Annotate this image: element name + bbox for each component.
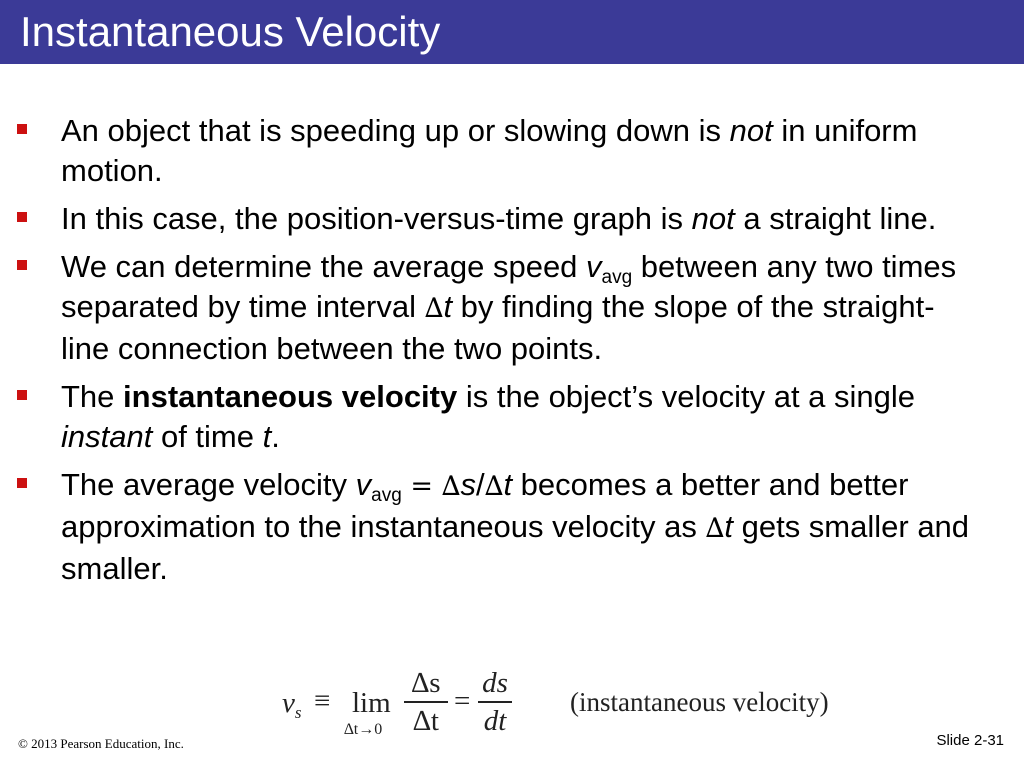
equals-symbol: = xyxy=(454,685,471,717)
equiv-symbol: ≡ xyxy=(314,685,331,717)
slide-title: Instantaneous Velocity xyxy=(20,8,441,55)
square-bullet-icon xyxy=(17,124,27,134)
fraction-derivative xyxy=(478,667,512,737)
bullet-text: between any two times separated by time interval xyxy=(61,249,957,324)
variable-v: v xyxy=(282,687,295,719)
subscript: avg xyxy=(601,267,633,288)
bold-term: instantaneous velocity xyxy=(123,379,458,414)
bullet-text: by finding the slope of the straight-line connection between the two points. xyxy=(61,289,935,366)
variable-v: v xyxy=(355,467,372,502)
equation-lhs xyxy=(282,687,302,720)
slash-symbol: / xyxy=(475,467,485,502)
variable-v: v xyxy=(586,249,602,284)
italic-text: not xyxy=(691,201,735,236)
bullet-text: The xyxy=(61,379,124,414)
limit-operator: lim xyxy=(352,687,391,719)
numerator: ds xyxy=(482,667,508,699)
numerator: ∆s xyxy=(411,667,441,699)
italic-text: instant xyxy=(61,419,153,454)
delta-symbol: ∆ xyxy=(484,471,504,502)
bullet-text: in uniform motion. xyxy=(61,113,918,188)
bullet-text: An object that is speeding up or slowing down is xyxy=(61,113,730,148)
bullet-text: In this case, the position-versus-time graph is xyxy=(61,201,692,236)
bullet-list xyxy=(0,111,1024,597)
fraction-bar xyxy=(404,701,448,703)
bullet-text: gets smaller and smaller. xyxy=(61,509,970,586)
title-bar xyxy=(0,0,1024,64)
variable-s: s xyxy=(460,467,476,502)
equation-label: (instantaneous velocity) xyxy=(570,687,829,717)
bullet-item xyxy=(0,247,981,369)
fraction-delta xyxy=(404,667,448,737)
bullet-text: The average velocity xyxy=(61,467,356,502)
denominator: dt xyxy=(483,705,507,737)
equals-symbol: = xyxy=(401,471,442,502)
bullet-text: a straight line. xyxy=(734,201,937,236)
fraction-bar xyxy=(478,701,512,703)
square-bullet-icon xyxy=(17,390,27,400)
square-bullet-icon xyxy=(17,260,27,270)
bullet-text: of time xyxy=(152,419,263,454)
variable-t: t xyxy=(503,467,513,502)
bullet-item xyxy=(0,377,981,457)
variable-t: t xyxy=(443,289,453,324)
bullet-text: . xyxy=(271,419,280,454)
slide-number: Slide 2-31 xyxy=(936,732,1004,749)
square-bullet-icon xyxy=(17,212,27,222)
bullet-text: We can determine the average speed xyxy=(61,249,587,284)
square-bullet-icon xyxy=(17,478,27,488)
limit-subscript: ∆t→0 xyxy=(344,721,383,738)
delta-symbol: ∆ xyxy=(424,293,444,324)
denominator: ∆t xyxy=(413,705,439,737)
bullet-text: is the object’s velocity at a single xyxy=(457,379,916,414)
delta-symbol: ∆ xyxy=(705,513,725,544)
variable-t: t xyxy=(724,509,733,544)
bullet-text: becomes a better and better approximation to the instantaneous velocity as xyxy=(61,467,909,544)
subscript: avg xyxy=(371,485,402,506)
bullet-item xyxy=(0,199,981,239)
variable-t: t xyxy=(262,419,272,454)
bullet-item xyxy=(0,111,981,191)
italic-text: not xyxy=(729,113,773,148)
copyright-text: © 2013 Pearson Education, Inc. xyxy=(18,736,184,751)
bullet-item xyxy=(0,465,981,589)
subscript: s xyxy=(294,703,302,722)
delta-symbol: ∆ xyxy=(441,471,461,502)
